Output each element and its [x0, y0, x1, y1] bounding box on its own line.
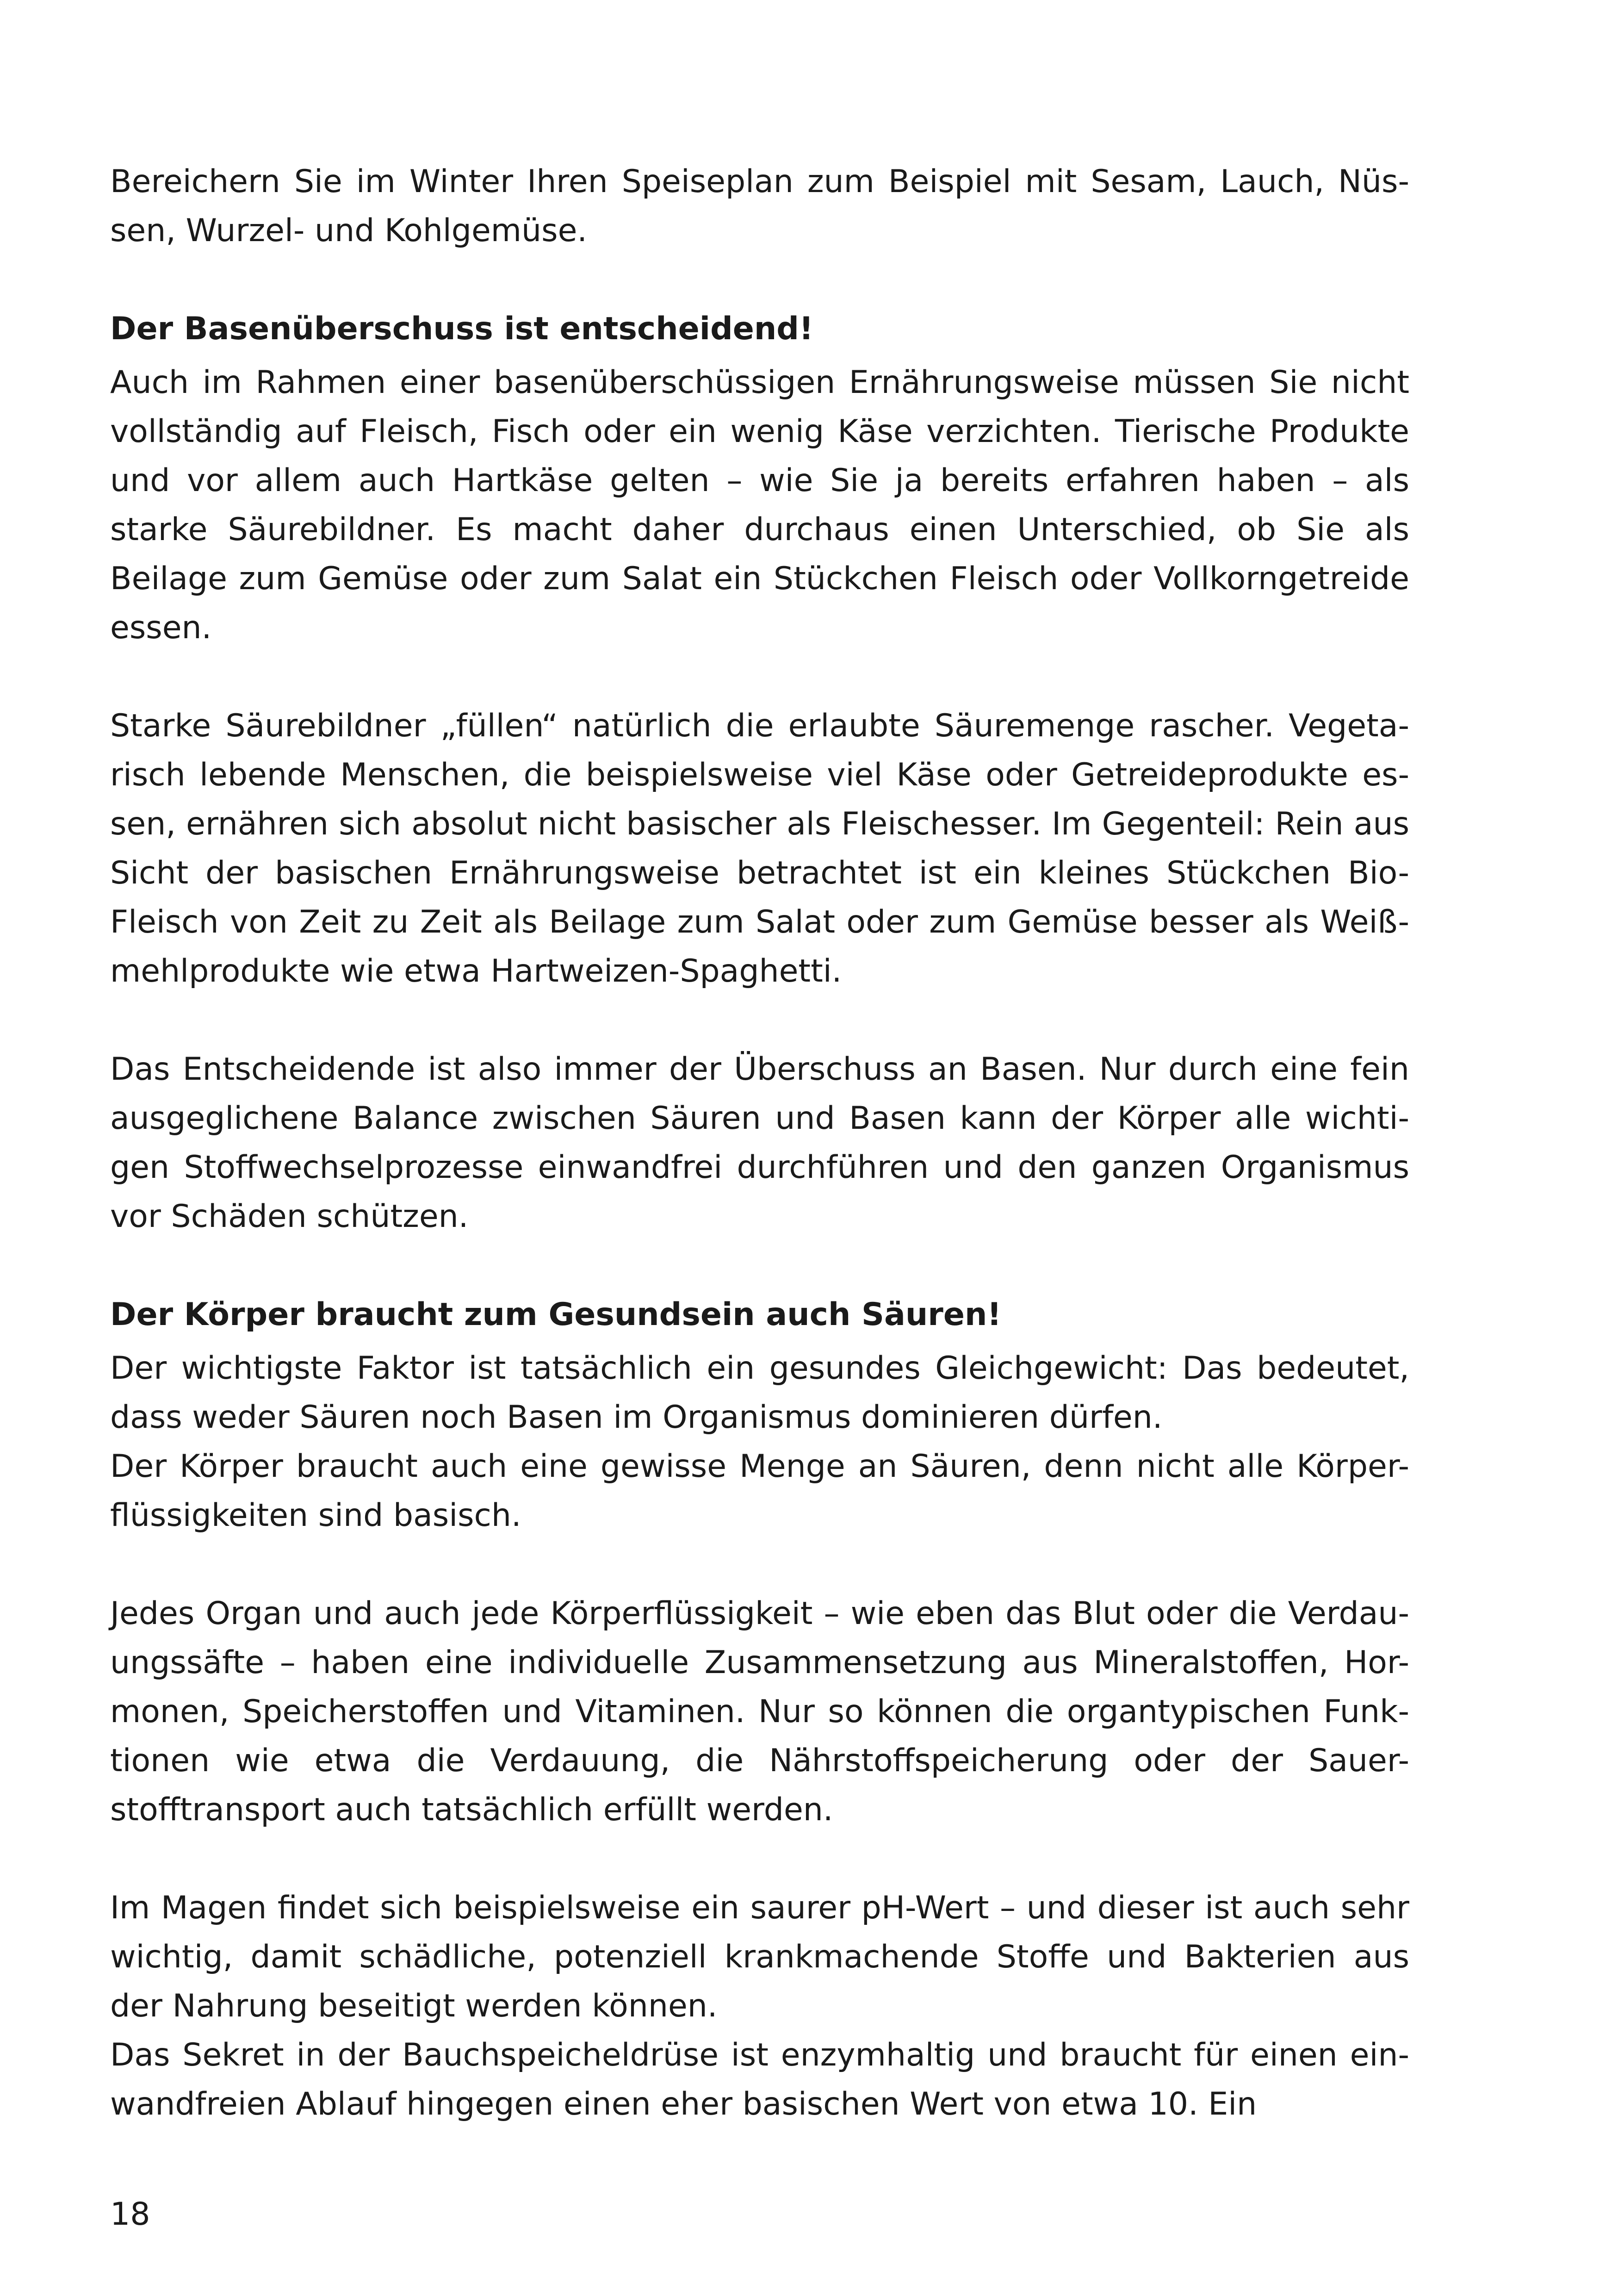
- paragraph-decisive-surplus: Das Entscheidende ist also immer der Überschuss an Basen. Nur durch eine fein ausgeglichene Balance zwischen Säuren und Basen kann der Körper alle wichti-gen Stoffwechselprozesse einwandfrei durchführen und den ganzen Organismus vor Schäden schützen.: [110, 1051, 1409, 1235]
- paragraph-winter-foods: Bereichern Sie im Winter Ihren Speiseplan zum Beispiel mit Sesam, Lauch, Nüs-sen, Wurzel- und Kohlgemüse.: [110, 163, 1409, 249]
- paragraph-meat-fish-cheese: Auch im Rahmen einer basenüberschüssigen Ernährungsweise müssen Sie nicht vollständig auf Fleisch, Fisch oder ein wenig Käse verzichten. Tierische Produkte und vor allem auch Hartkäse gelten – wie Sie ja bereits erfahren haben – als starke Säurebildner. Es macht daher durchaus einen Unterschied, ob Sie als Beilage zum Gemüse oder zum Salat ein Stückchen Fleisch oder Vollkorngetreide essen.: [110, 364, 1409, 646]
- paragraph-acid-formers: Starke Säurebildner „füllen“ natürlich die erlaubte Säuremenge rascher. Vegeta-risch lebende Menschen, die beispielsweise viel Käse oder Getreideprodukte es-sen, ernähren sich absolut nicht basischer als Fleischesser. Im Gegenteil: Rein aus Sicht der basischen Ernährungsweise betrachtet ist ein kleines Stückchen Bio-Fleisch von Zeit zu Zeit als Beilage zum Salat oder zum Gemüse besser als Weiß-mehlprodukte wie etwa Hartweizen-Spaghetti.: [110, 708, 1409, 989]
- paragraph-body-fluids: Der Körper braucht auch eine gewisse Menge an Säuren, denn nicht alle Körper-flüssigkeiten sind basisch.: [110, 1448, 1409, 1534]
- heading-base-surplus: Der Basenüberschuss ist entscheidend!: [110, 311, 813, 347]
- heading-body-needs-acids: Der Körper braucht zum Gesundsein auch Säuren!: [110, 1296, 1002, 1333]
- paragraph-balance: Der wichtigste Faktor ist tatsächlich ein gesundes Gleichgewicht: Das bedeutet, dass weder Säuren noch Basen im Organismus dominieren dürfen.: [110, 1350, 1409, 1436]
- paragraph-stomach-ph: Im Magen findet sich beispielsweise ein saurer pH-Wert – und dieser ist auch sehr wichtig, damit schädliche, potenziell krankmachende Stoffe und Bakterien aus der Nahrung beseitigt werden können.: [110, 1890, 1409, 2024]
- paragraph-pancreas: Das Sekret in der Bauchspeicheldrüse ist enzymhaltig und braucht für einen ein-wandfreien Ablauf hingegen einen eher basischen Wert von etwa 10. Ein: [110, 2037, 1409, 2122]
- paragraph-organ-composition: Jedes Organ und auch jede Körperflüssigkeit – wie eben das Blut oder die Verdau-ungssäfte – haben eine individuelle Zusammensetzung aus Mineralstoffen, Hor-monen, Speicherstoffen und Vitaminen. Nur so können die organtypischen Funk-tionen wie etwa die Verdauung, die Nährstoffspeicherung oder der Sauer-stofftransport auch tatsächlich erfüllt werden.: [110, 1595, 1409, 1828]
- page-body: [110, 157, 1409, 2129]
- page-number: 18: [110, 2196, 150, 2233]
